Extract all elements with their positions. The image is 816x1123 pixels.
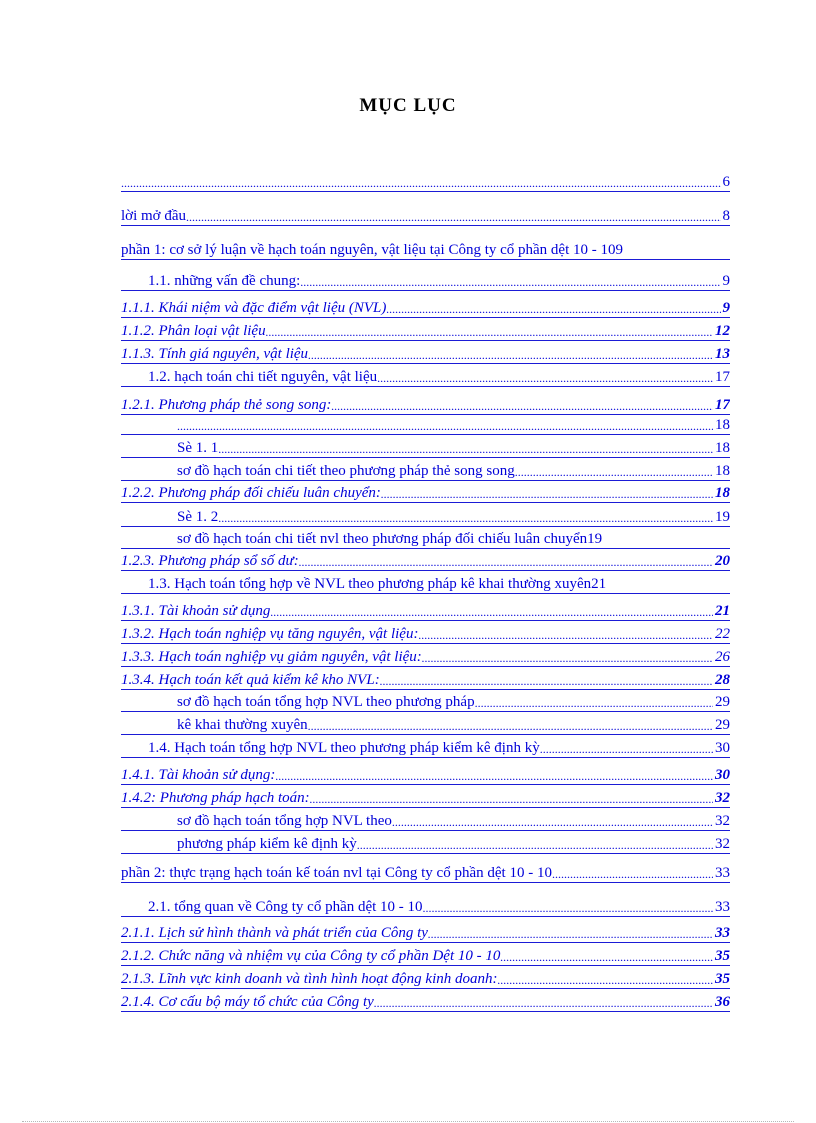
- toc-entry-page: 13: [715, 346, 730, 362]
- leader-dots: [331, 399, 713, 414]
- leader-dots: [500, 950, 713, 965]
- page-title: MỤC LỤC: [359, 95, 457, 116]
- toc-entry-text: phương pháp kiểm kê định kỳ: [177, 836, 357, 852]
- leader-dots: [428, 927, 713, 942]
- toc-entry[interactable]: [121, 766, 730, 785]
- toc-entry[interactable]: [121, 924, 730, 943]
- leader-dots: [218, 442, 713, 457]
- toc-entry[interactable]: [121, 789, 730, 808]
- toc-entry[interactable]: [121, 462, 730, 481]
- toc-entry-page: 33: [715, 899, 730, 915]
- toc-entry[interactable]: [121, 439, 730, 458]
- toc-entry-page: 35: [715, 948, 730, 964]
- toc-entry-text: 1.2.1. Phương pháp thẻ song song:: [121, 397, 332, 413]
- leader-dots: [386, 302, 720, 317]
- toc-entry[interactable]: [121, 416, 730, 435]
- toc-entry-text: 2.1.2. Chức năng và nhiệm vụ của Công ty cổ phần Dệt 10 - 10: [121, 948, 501, 964]
- toc-entry[interactable]: [121, 368, 730, 387]
- toc-entry-text: 1.3. Hạch toán tổng hợp về NVL theo phương pháp kê khai thường xuyên: [148, 576, 592, 592]
- leader-dots: [186, 210, 720, 225]
- toc-entry[interactable]: [121, 812, 730, 831]
- leader-dots: [552, 867, 713, 882]
- toc-entry-page: 20: [715, 553, 730, 569]
- toc-entry-text: 1.3.3. Hạch toán nghiệp vụ giảm nguyên, vật liệu:: [121, 649, 422, 665]
- toc-entry-text: 1.2. hạch toán chi tiết nguyên, vật liệu: [148, 369, 378, 385]
- toc-entry[interactable]: [121, 648, 730, 667]
- toc-entry[interactable]: [121, 207, 730, 226]
- toc-entry[interactable]: [121, 947, 730, 966]
- toc-entry-page: 29: [715, 717, 730, 733]
- toc-entry[interactable]: [121, 345, 730, 364]
- toc-entry-page: 17: [715, 397, 730, 413]
- leader-dots: [357, 838, 713, 853]
- toc-entry-text: Sè 1. 1: [177, 440, 219, 456]
- toc-entry[interactable]: [121, 552, 730, 571]
- toc-entry[interactable]: [121, 575, 730, 594]
- leader-dots: [418, 628, 713, 643]
- toc-entry-page: 17: [715, 369, 730, 385]
- leader-dots: [392, 815, 713, 830]
- toc-entry-text: 1.4. Hạch toán tổng hợp NVL theo phương pháp kiểm kê định kỳ: [148, 740, 540, 756]
- toc-entry-page: 18: [715, 440, 730, 456]
- toc-entry-text: 1.4.1. Tài khoản sử dụng:: [121, 767, 276, 783]
- toc-entry-text: phần 2: thực trạng hạch toán kế toán nvl tại Công ty cổ phần dệt 10 - 10: [121, 865, 552, 881]
- toc-entry-page: 18: [715, 463, 730, 479]
- toc-entry[interactable]: [121, 530, 730, 549]
- toc-entry[interactable]: [121, 322, 730, 341]
- toc-entry-page: 19: [587, 531, 603, 547]
- toc-entry[interactable]: [121, 625, 730, 644]
- leader-dots: [380, 674, 713, 689]
- leader-dots: [422, 651, 713, 666]
- toc-entry-page: 18: [715, 485, 730, 501]
- leader-dots: [121, 176, 721, 191]
- leader-dots: [266, 325, 713, 340]
- toc-entry[interactable]: [121, 396, 730, 415]
- toc-entry-text: 1.2.2. Phương pháp đối chiếu luân chuyển:: [121, 485, 381, 501]
- toc-entry[interactable]: [121, 484, 730, 503]
- toc-entry[interactable]: [121, 993, 730, 1012]
- toc-entry[interactable]: [121, 173, 730, 192]
- leader-dots: [218, 511, 713, 526]
- toc-entry[interactable]: [121, 864, 730, 883]
- toc-entry-page: 26: [715, 649, 730, 665]
- toc-entry-page: 30: [715, 767, 730, 783]
- toc-entry-page: 21: [715, 603, 730, 619]
- page-footer-divider: [22, 1121, 794, 1122]
- toc-entry-text: sơ đồ hạch toán tổng hợp NVL theo: [177, 813, 392, 829]
- toc-entry[interactable]: [121, 693, 730, 712]
- toc-entry-text: phần 1: cơ sở lý luận về hạch toán nguyên, vật liệu tại Công ty cổ phần dệt 10 - 10: [121, 242, 616, 258]
- leader-dots: [300, 275, 720, 290]
- toc-entry[interactable]: [121, 671, 730, 690]
- toc-entry-text: 1.3.2. Hạch toán nghiệp vụ tăng nguyên, vật liệu:: [121, 626, 419, 642]
- toc-entry-page: 35: [715, 971, 730, 987]
- toc-entry-page: 28: [715, 672, 730, 688]
- leader-dots: [423, 901, 713, 916]
- toc-entry-page: 33: [715, 925, 730, 941]
- toc-entry[interactable]: [121, 898, 730, 917]
- toc-entry-text: kê khai thường xuyên: [177, 717, 308, 733]
- toc-entry[interactable]: [121, 835, 730, 854]
- toc-entry-page: 12: [715, 323, 730, 339]
- toc-entry-page: 8: [722, 208, 730, 224]
- toc-entry[interactable]: [121, 241, 730, 260]
- toc-entry-page: 9: [615, 242, 624, 258]
- leader-dots: [515, 465, 713, 480]
- leader-dots: [270, 605, 713, 620]
- toc-entry-text: Sè 1. 2: [177, 509, 219, 525]
- toc-entry-text: 2.1. tổng quan về Công ty cổ phần dệt 10 - 10: [148, 899, 423, 915]
- toc-entry-text: 1.3.4. Hạch toán kết quả kiểm kê kho NVL:: [121, 672, 380, 688]
- leader-dots: [275, 769, 713, 784]
- toc-entry-text: sơ đồ hạch toán chi tiết nvl theo phương pháp đối chiếu luân chuyển: [177, 531, 588, 547]
- toc-entry[interactable]: [121, 716, 730, 735]
- toc-entry-text: lời mở đầu: [121, 208, 187, 224]
- leader-dots: [377, 371, 713, 386]
- toc-entry[interactable]: [121, 299, 730, 318]
- toc-entry-text: 2.1.4. Cơ cấu bộ máy tổ chức của Công ty: [121, 994, 374, 1010]
- toc-entry-text: 1.1.2. Phân loại vật liệu: [121, 323, 266, 339]
- leader-dots: [308, 719, 713, 734]
- toc-entry-page: 21: [591, 576, 607, 592]
- toc-entry-text: 2.1.1. Lịch sử hình thành và phát triển của Công ty: [121, 925, 428, 941]
- toc-entry-text: 1.3.1. Tài khoản sử dụng: [121, 603, 271, 619]
- toc-entry-text: sơ đồ hạch toán tổng hợp NVL theo phương pháp: [177, 694, 475, 710]
- toc-entry-page: 22: [715, 626, 730, 642]
- toc-entry-page: 19: [715, 509, 730, 525]
- toc-entry-text: 2.1.3. Lĩnh vực kinh doanh và tình hình hoạt động kinh doanh:: [121, 971, 498, 987]
- leader-dots: [299, 555, 713, 570]
- toc-entry-page: 29: [715, 694, 730, 710]
- toc-entry-page: 30: [715, 740, 730, 756]
- leader-dots: [381, 487, 713, 502]
- toc-entry-page: 9: [722, 300, 730, 316]
- toc-entry[interactable]: [121, 272, 730, 291]
- leader-dots: [540, 742, 713, 757]
- toc-entry-text: sơ đồ hạch toán chi tiết theo phương pháp thẻ song song: [177, 463, 515, 479]
- toc-entry-text: 1.4.2: Phương pháp hạch toán:: [121, 790, 310, 806]
- toc-entry-page: 33: [715, 865, 730, 881]
- toc-entry-text: 1.2.3. Phương pháp sổ số dư:: [121, 553, 299, 569]
- toc-entry-text: 1.1. những vấn đề chung:: [148, 273, 301, 289]
- toc-entry-page: 32: [715, 790, 730, 806]
- toc-entry[interactable]: [121, 739, 730, 758]
- toc-entry-page: 32: [715, 813, 730, 829]
- toc-entry-page: 18: [715, 417, 730, 433]
- leader-dots: [310, 792, 713, 807]
- toc-entry[interactable]: [121, 970, 730, 989]
- leader-dots: [177, 419, 713, 434]
- leader-dots: [308, 348, 713, 363]
- leader-dots: [497, 973, 713, 988]
- toc-entry[interactable]: [121, 508, 730, 527]
- leader-dots: [475, 696, 713, 711]
- toc-entry-text: 1.1.1. Khái niệm và đặc điểm vật liệu (NVL): [121, 300, 387, 316]
- toc-entry-page: 36: [715, 994, 730, 1010]
- leader-dots: [374, 996, 713, 1011]
- toc-entry-text: 1.1.3. Tính giá nguyên, vật liệu: [121, 346, 309, 362]
- toc-entry-page: 9: [722, 273, 730, 289]
- toc-entry[interactable]: [121, 602, 730, 621]
- toc-entry-page: 32: [715, 836, 730, 852]
- toc-entry-page: 6: [722, 174, 730, 190]
